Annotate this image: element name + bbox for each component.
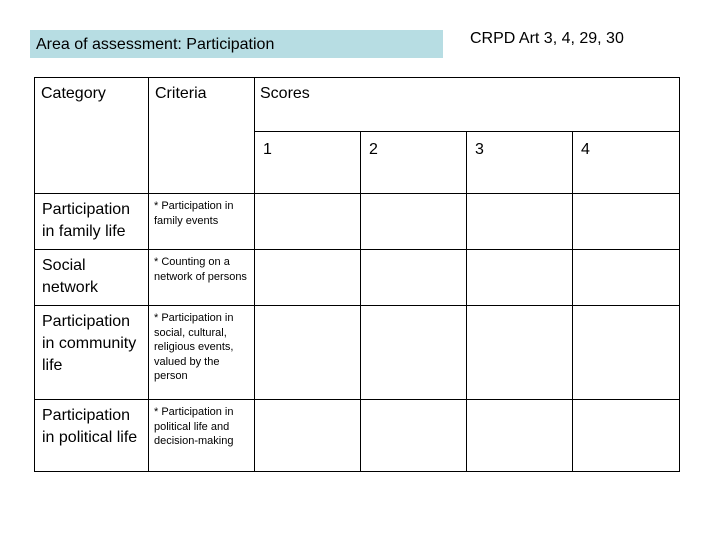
table-row — [35, 194, 680, 250]
score-cell[interactable] — [573, 194, 680, 250]
table-row — [35, 400, 680, 472]
row-criteria: * Participation in family events — [149, 194, 255, 250]
score-cell[interactable] — [573, 400, 680, 472]
table-row — [35, 306, 680, 400]
row-category: Social network — [35, 250, 149, 306]
row-category: Participation in community life — [35, 306, 149, 400]
score-level-3: 3 — [467, 132, 573, 194]
row-criteria: * Participation in political life and decision-making — [149, 400, 255, 472]
article-reference: CRPD Art 3, 4, 29, 30 — [470, 30, 624, 47]
row-category: Participation in political life — [35, 400, 149, 472]
score-cell[interactable] — [573, 306, 680, 400]
row-criteria: * Participation in social, cultural, religious events, valued by the person — [149, 306, 255, 400]
score-cell[interactable] — [573, 250, 680, 306]
criteria-header: Criteria — [149, 78, 255, 194]
score-cell[interactable] — [255, 400, 361, 472]
score-cell[interactable] — [467, 400, 573, 472]
scores-header: Scores — [255, 78, 680, 132]
score-cell[interactable] — [467, 250, 573, 306]
score-cell[interactable] — [361, 400, 467, 472]
header-row — [35, 78, 680, 132]
score-cell[interactable] — [467, 306, 573, 400]
score-cell[interactable] — [255, 194, 361, 250]
score-level-2: 2 — [361, 132, 467, 194]
row-criteria: * Counting on a network of persons — [149, 250, 255, 306]
score-cell[interactable] — [467, 194, 573, 250]
page-title: Area of assessment: Participation — [36, 36, 275, 53]
score-cell[interactable] — [255, 306, 361, 400]
score-cell[interactable] — [361, 250, 467, 306]
assessment-table — [34, 77, 680, 472]
category-header: Category — [35, 78, 149, 194]
score-cell[interactable] — [361, 306, 467, 400]
score-level-4: 4 — [573, 132, 680, 194]
score-level-1: 1 — [255, 132, 361, 194]
row-category: Participation in family life — [35, 194, 149, 250]
score-cell[interactable] — [255, 250, 361, 306]
score-cell[interactable] — [361, 194, 467, 250]
table-row — [35, 250, 680, 306]
